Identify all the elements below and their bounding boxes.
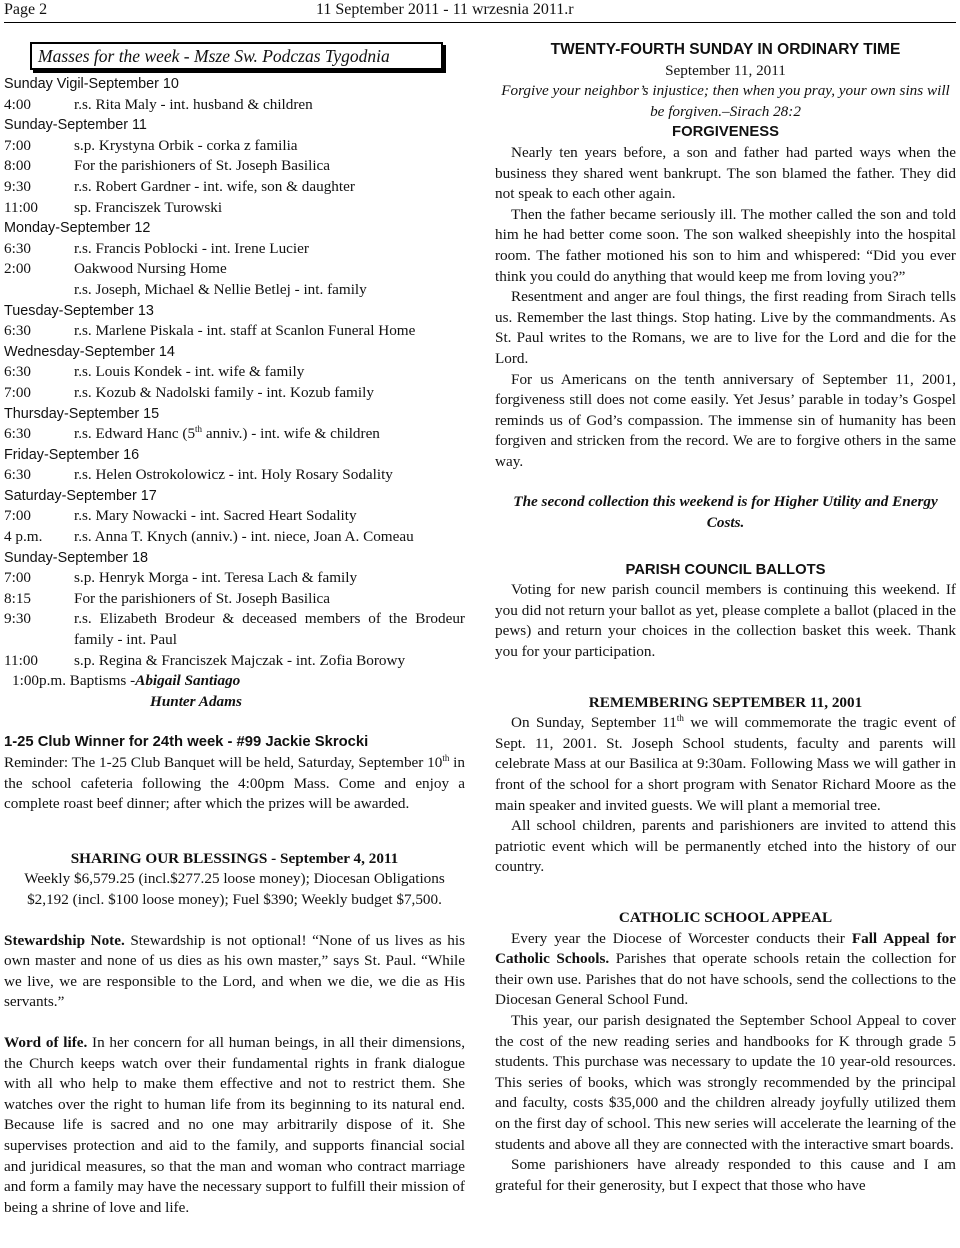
ballots-body: Voting for new parish council members is continuing this weekend. If you did not return your ballot as yet, please complete a ballot (placed in the pews) and return your choices in the collection basket this week. Thank you for your participation. (495, 581, 956, 661)
mass-intention: r.s. Kozub & Nadolski family - int. Kozub family (74, 383, 374, 401)
mass-intention: Oakwood Nursing Home (74, 260, 227, 278)
schedule-day-heading: Monday-September 12 (4, 220, 151, 237)
mass-entry (4, 383, 465, 404)
mass-entry (4, 280, 465, 301)
club-winner: 1-25 Club Winner for 24th week - #99 Jackie Skrocki (4, 734, 369, 751)
club-reminder: Reminder: The 1-25 Club Banquet will be held, Saturday, September 10th in the school cafeteria following the 4:00pm Mass. Come and enjoy a complete roast beef dinner; after which the prizes will be awarded. (4, 752, 465, 813)
forgiveness-title: FORGIVENESS (672, 124, 779, 141)
mass-schedule (4, 74, 465, 671)
mass-entry (4, 95, 465, 116)
mass-time: 8:00 (4, 157, 32, 175)
appeal-title: CATHOLIC SCHOOL APPEAL (618, 908, 833, 926)
mass-time: 7:00 (4, 507, 32, 525)
remember-title: REMEMBERING SEPTEMBER 11, 2001 (588, 693, 863, 711)
forgiveness-paragraph: For us Americans on the tenth anniversary of September 11, 2001, forgiveness still does not come easily. Yet Jesus’ parable in today’s Gospel reminds us of God’s compassion. The immense sin of humanity has been forgiven and stricken from the record. We are to forgive others in the same way. (495, 370, 956, 470)
sunday-title: TWENTY-FOURTH SUNDAY IN ORDINARY TIME (550, 41, 901, 58)
mass-time: 2:00 (4, 260, 32, 278)
mass-entry (4, 568, 465, 589)
remember-paragraph: On Sunday, September 11th we will commemorate the tragic event of Sept. 11, 2001. St. Joseph School students, faculty and parents will celebrate Mass at our Basilica at 9:30am. Following Mass we will gather in front of the school for a short program with Senator Richard Moore as the main speaker and invited guests. We will plant a memorial tree. (495, 713, 956, 814)
mass-entry (4, 177, 465, 198)
baptisms-label: 1:00p.m. Baptisms - (12, 672, 136, 690)
mass-time: 7:00 (4, 569, 32, 587)
mass-entry (4, 465, 465, 486)
mass-intention: r.s. Rita Maly - int. husband & children (74, 95, 313, 113)
word-of-life: Word of life. In her concern for all human beings, in all their dimensions, the Church keeps watch over their fundamental rights in frank dialogue with all who help to make them effective and not to restrict them. She watches over the right to human life from its beginning to its natural end. Because life is sacred and no one may arbitrarily dispose of it. She supervises protection and aid to the family, and supports financial social and juridical measures, so that the man and woman who contract marriage and form a family may have the necessary support to fulfill their mission of being a shrine of love and life. (4, 1033, 465, 1216)
appeal-paragraph: Some parishioners have already responded to this cause and I am grateful for their generosity, but I expect that those who have (495, 1156, 956, 1194)
sunday-quote: Forgive your neighbor’s injustice; then when you pray, your own sins will be forgiven.–Sirach 28:2 (501, 82, 950, 120)
left-column (4, 40, 465, 1218)
mass-intention: For the parishioners of St. Joseph Basilica (74, 589, 331, 607)
forgiveness-paragraph: Resentment and anger are foul things, the first reading from Sirach tells us. Remember the last things. Stop hating. Live by the commandments. As St. Paul writes to the Romans, we are to live for the Lord and die for the Lord. (495, 288, 956, 367)
sunday-date: September 11, 2011 (665, 61, 786, 79)
mass-intention: r.s. Anna T. Knych (anniv.) - int. niece, Joan A. Comeau (74, 528, 414, 546)
mass-time: 8:15 (4, 589, 32, 607)
sharing-body: Weekly $6,579.25 (incl.$277.25 loose money); Diocesan Obligations $2,192 (incl. $100 loose money); Fuel $390; Weekly budget $7,500. (24, 870, 445, 908)
schedule-day-heading: Saturday-September 17 (4, 487, 157, 504)
mass-entry (4, 321, 465, 342)
mass-intention: r.s. Edward Hanc (5th anniv.) - int. wife & children (74, 424, 380, 443)
mass-entry (4, 362, 465, 383)
mass-time: 6:30 (4, 466, 32, 484)
schedule-day-heading: Sunday-September 11 (4, 117, 147, 134)
mass-intention: r.s. Francis Poblocki - int. Irene Lucier (74, 239, 309, 257)
mass-intention: r.s. Marlene Piskala - int. staff at Scanlon Funeral Home (74, 322, 416, 340)
mass-time: 4:00 (4, 95, 32, 113)
baptism-name: Abigail Santiago (135, 672, 241, 690)
schedule-day-heading: Friday-September 16 (4, 446, 140, 463)
mass-intention: sp. Franciszek Turowski (74, 198, 223, 216)
appeal-paragraph: This year, our parish designated the September School Appeal to cover the cost of the new reading series and handbooks for K through grade 5 students. This purchase was necessary to update the 10 year-old resources. This series of books, which was strongly recommended by the principal and faculty, costs $35,000 and the children already joyfully utilized them on the first day of school. This new series will accelerate the learning of the students and above all they are connected with the interactive smart boards. (495, 1011, 956, 1153)
mass-intention: For the parishioners of St. Joseph Basilica (74, 157, 331, 175)
page-header (4, 0, 956, 23)
mass-time (4, 280, 74, 301)
mass-entry (4, 589, 465, 610)
masses-title: Masses for the week - Msze Sw. Podczas Tygodnia (30, 42, 443, 70)
right-column (495, 40, 956, 1196)
mass-time: 11:00 (4, 651, 39, 669)
mass-time: 9:30 (4, 177, 32, 195)
mass-intention: r.s. Mary Nowacki - int. Sacred Heart Sodality (74, 507, 357, 525)
mass-entry (4, 609, 465, 650)
appeal-paragraph: Every year the Diocese of Worcester conducts their Fall Appeal for Catholic Schools. Parishes that operate schools retain the collection for their own use. Parishes that do not have schools, send the collections to the Diocesan General School Fund. (495, 929, 957, 1009)
mass-entry (4, 198, 465, 219)
mass-time: 6:30 (4, 239, 32, 257)
mass-entry (4, 239, 465, 260)
schedule-day-heading: Sunday Vigil-September 10 (4, 76, 179, 92)
mass-entry (4, 527, 465, 548)
schedule-day-heading: Wednesday-September 14 (4, 343, 175, 360)
baptisms-line (4, 671, 465, 692)
ballots-title: PARISH COUNCIL BALLOTS (625, 561, 826, 578)
mass-intention: r.s. Helen Ostrokolowicz - int. Holy Rosary Sodality (74, 466, 393, 484)
mass-time: 7:00 (4, 136, 32, 154)
mass-intention: r.s. Louis Kondek - int. wife & family (74, 363, 305, 381)
forgiveness-paragraph: Nearly ten years before, a son and father had parted ways when the business they shared went bankrupt. The son blamed the father. They did not speak to each other again. (495, 143, 956, 203)
forgiveness-paragraph: Then the father became seriously ill. The mother called the son and told him he had better come soon. The son walked sheepishly into the hospital room. The father motioned his son to him and whispered: “Did you ever think you could do anything that would keep me from loving you?” (495, 205, 956, 285)
mass-time: 6:30 (4, 322, 32, 340)
baptism-name: Hunter Adams (150, 692, 242, 710)
mass-intention: s.p. Henryk Morga - int. Teresa Lach & family (74, 569, 358, 587)
mass-time: 6:30 (4, 425, 32, 443)
mass-time: 11:00 (4, 198, 39, 216)
mass-time: 4 p.m. (4, 528, 43, 546)
mass-entry (4, 424, 465, 445)
remember-paragraph: All school children, parents and parishioners are invited to attend this patriotic event which will be permanently etched into the history of our country. (495, 817, 956, 876)
mass-entry (4, 506, 465, 527)
mass-intention: s.p. Krystyna Orbik - corka z familia (74, 136, 298, 154)
mass-entry (4, 259, 465, 280)
issue-date: 11 September 2011 - 11 wrzesnia 2011.r (316, 1, 574, 18)
mass-intention: r.s. Robert Gardner - int. wife, son & daughter (74, 177, 355, 195)
mass-entry (4, 136, 465, 157)
schedule-day-heading: Thursday-September 15 (4, 405, 160, 422)
mass-time: 9:30 (4, 610, 32, 628)
stewardship-note: Stewardship Note. Stewardship is not optional! “None of us lives as his own master and none of us dies as his own master,” says St. Paul. “While we live, we are responsible to the Lord, and when we die, we die as His servants.” (4, 931, 465, 1011)
sharing-title: SHARING OUR BLESSINGS - September 4, 2011 (70, 849, 399, 867)
mass-entry (4, 651, 465, 672)
mass-time: 7:00 (4, 383, 32, 401)
mass-intention: r.s. Elizabeth Brodeur & deceased members of the Brodeur family - int. Paul (74, 610, 465, 649)
mass-intention: s.p. Regina & Franciszek Majczak - int. Zofia Borowy (74, 651, 406, 669)
mass-entry (4, 156, 465, 177)
mass-time: 6:30 (4, 363, 32, 381)
schedule-day-heading: Tuesday-September 13 (4, 302, 154, 319)
second-collection: The second collection this weekend is for Higher Utility and Energy Costs. (513, 493, 938, 532)
page-number: Page 2 (4, 1, 48, 18)
forgiveness-body (495, 143, 956, 473)
mass-intention: r.s. Joseph, Michael & Nellie Betlej - int. family (74, 280, 367, 298)
schedule-day-heading: Sunday-September 18 (4, 549, 148, 566)
